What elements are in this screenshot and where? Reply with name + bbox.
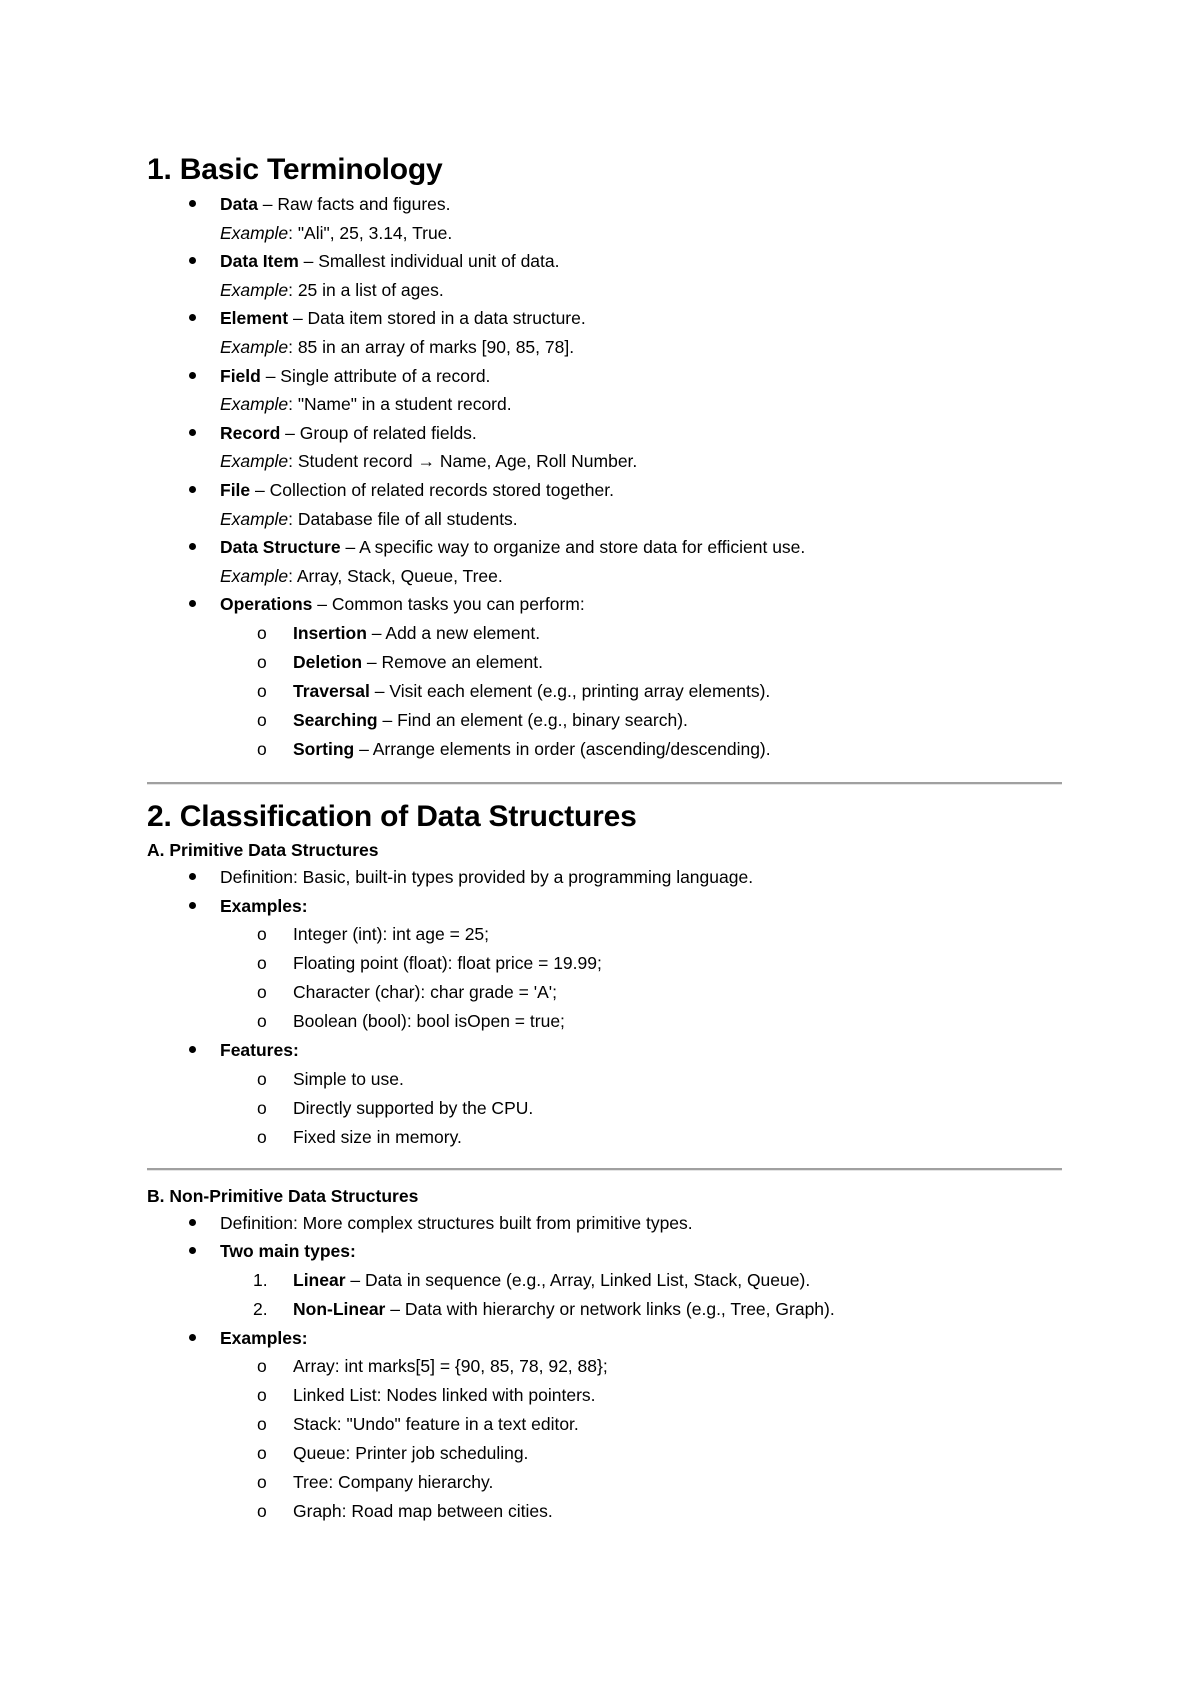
circle-bullet-icon: o — [257, 1068, 267, 1089]
non-primitive-examples-list — [147, 1352, 1067, 1526]
list-item: o Character (char): char grade = 'A'; — [147, 978, 1067, 1007]
bullet-icon — [189, 600, 196, 607]
list-item: o Floating point (float): float price = 19.99; — [147, 949, 1067, 978]
circle-bullet-icon: o — [257, 1472, 267, 1493]
list-item: Examples: — [147, 892, 1067, 921]
types-list — [147, 1266, 1067, 1324]
horizontal-rule — [147, 1168, 1062, 1171]
list-item: o Linked List: Nodes linked with pointers. — [147, 1381, 1067, 1410]
circle-bullet-icon: o — [257, 1443, 267, 1464]
list-item: o Directly supported by the CPU. — [147, 1094, 1067, 1123]
list-item: o Boolean (bool): bool isOpen = true; — [147, 1007, 1067, 1036]
circle-bullet-icon: o — [257, 1385, 267, 1406]
bullet-icon — [189, 1334, 196, 1341]
list-item: o Searching – Find an element (e.g., binary search). — [147, 706, 1067, 735]
bullet-icon — [189, 200, 196, 207]
circle-bullet-icon: o — [257, 1356, 267, 1377]
circle-bullet-icon: o — [257, 1501, 267, 1522]
list-item: o Tree: Company hierarchy. — [147, 1468, 1067, 1497]
circle-bullet-icon: o — [257, 1414, 267, 1435]
list-item: 1. Linear – Data in sequence (e.g., Array, Linked List, Stack, Queue). — [253, 1269, 811, 1290]
list-item: o Simple to use. — [147, 1065, 1067, 1094]
non-primitive-heading: B. Non-Primitive Data Structures — [147, 1185, 419, 1206]
list-item: File – Collection of related records stored together. Example: Database file of all students. — [147, 476, 1067, 533]
circle-bullet-icon: o — [257, 709, 267, 730]
bullet-icon — [189, 372, 196, 379]
circle-bullet-icon: o — [257, 982, 267, 1003]
terminology-list — [147, 190, 1067, 619]
list-item: Examples: — [147, 1324, 1067, 1353]
non-primitive-examples-header — [147, 1324, 1067, 1353]
list-item: Data Structure – A specific way to organize and store data for efficient use. Example: Array, Stack, Queue, Tree. — [147, 533, 1067, 590]
primitive-features-header — [147, 1036, 1067, 1065]
list-item: Element – Data item stored in a data structure. Example: 85 in an array of marks [90, 85, 78]. — [147, 304, 1067, 361]
bullet-icon — [189, 1247, 196, 1254]
bullet-icon — [189, 429, 196, 436]
list-item: Definition: More complex structures built from primitive types. — [147, 1209, 1067, 1238]
document-page — [147, 150, 1067, 1526]
section-1-title: 1. Basic Terminology — [147, 153, 443, 186]
bullet-icon — [189, 902, 196, 909]
non-primitive-list — [147, 1209, 1067, 1266]
list-item: o Queue: Printer job scheduling. — [147, 1439, 1067, 1468]
circle-bullet-icon: o — [257, 1097, 267, 1118]
list-item: o Fixed size in memory. — [147, 1123, 1067, 1152]
list-item: Record – Group of related fields. Example: Student record → Name, Age, Roll Number. — [147, 419, 1067, 476]
list-item: o Deletion – Remove an element. — [147, 648, 1067, 677]
bullet-icon — [189, 1046, 196, 1053]
circle-bullet-icon: o — [257, 1126, 267, 1147]
circle-bullet-icon: o — [257, 953, 267, 974]
horizontal-rule — [147, 782, 1062, 785]
primitive-features-list — [147, 1065, 1067, 1152]
operations-list — [147, 619, 1067, 764]
primitive-list — [147, 863, 1067, 920]
list-item: Features: — [147, 1036, 1067, 1065]
primitive-heading: A. Primitive Data Structures — [147, 839, 379, 860]
list-item: o Integer (int): int age = 25; — [147, 920, 1067, 949]
circle-bullet-icon: o — [257, 738, 267, 759]
bullet-icon — [189, 1219, 196, 1226]
bullet-icon — [189, 486, 196, 493]
list-item: Data Item – Smallest individual unit of data. Example: 25 in a list of ages. — [147, 247, 1067, 304]
list-item: Data – Raw facts and figures. Example: "Ali", 25, 3.14, True. — [147, 190, 1067, 247]
circle-bullet-icon: o — [257, 1011, 267, 1032]
section-2-title: 2. Classification of Data Structures — [147, 799, 637, 833]
circle-bullet-icon: o — [257, 680, 267, 701]
list-item: Field – Single attribute of a record. Example: "Name" in a student record. — [147, 362, 1067, 419]
list-item: o Traversal – Visit each element (e.g., printing array elements). — [147, 677, 1067, 706]
list-item: Definition: Basic, built-in types provided by a programming language. — [147, 863, 1067, 892]
circle-bullet-icon: o — [257, 924, 267, 945]
list-item: o Stack: "Undo" feature in a text editor. — [147, 1410, 1067, 1439]
list-item-operations: Operations – Common tasks you can perform: — [147, 590, 1067, 619]
primitive-examples-list — [147, 920, 1067, 1036]
circle-bullet-icon: o — [257, 622, 267, 643]
list-item: o Graph: Road map between cities. — [147, 1497, 1067, 1526]
bullet-icon — [189, 257, 196, 264]
bullet-icon — [189, 543, 196, 550]
circle-bullet-icon: o — [257, 651, 267, 672]
bullet-icon — [189, 873, 196, 880]
list-item: o Array: int marks[5] = {90, 85, 78, 92, 88}; — [147, 1352, 1067, 1381]
list-item: Two main types: — [147, 1237, 1067, 1266]
list-item: o Sorting – Arrange elements in order (ascending/descending). — [147, 735, 1067, 764]
list-item: o Insertion – Add a new element. — [147, 619, 1067, 648]
list-item: 2. Non-Linear – Data with hierarchy or network links (e.g., Tree, Graph). — [253, 1298, 835, 1319]
bullet-icon — [189, 314, 196, 321]
